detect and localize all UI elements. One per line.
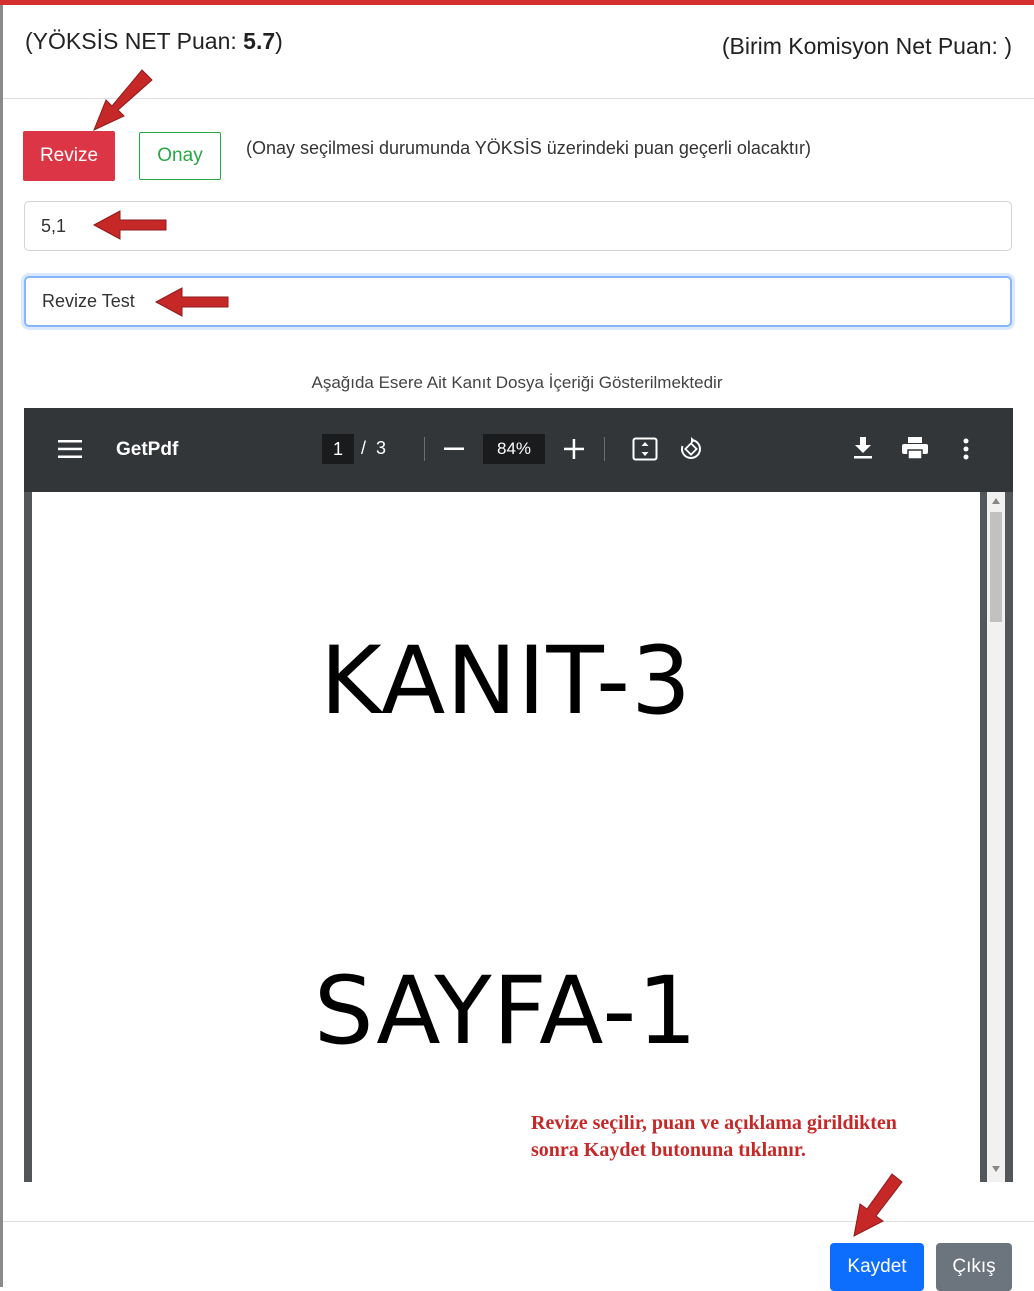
zoom-level[interactable]: 84%	[483, 434, 545, 464]
scrollbar-thumb[interactable]	[990, 512, 1002, 622]
rotate-icon[interactable]	[678, 436, 704, 462]
page-subheading: SAYFA-1	[313, 957, 699, 1066]
menu-icon[interactable]	[58, 439, 82, 459]
fit-page-icon[interactable]	[632, 437, 658, 461]
toolbar-divider	[604, 437, 605, 461]
arrow-to-revize-icon	[88, 70, 158, 134]
pdf-toolbar	[24, 408, 1013, 492]
pdf-page	[32, 492, 980, 1182]
zoom-in-icon[interactable]	[564, 439, 584, 459]
modal-top-border	[0, 0, 1034, 5]
more-options-icon[interactable]	[963, 438, 969, 460]
page-heading: KANIT-3	[320, 627, 692, 736]
pdf-title: GetPdf	[116, 439, 179, 460]
cikis-button[interactable]: Çıkış	[936, 1243, 1012, 1291]
zoom-out-icon[interactable]	[444, 447, 464, 451]
pdf-viewer[interactable]	[24, 408, 1013, 1182]
onay-button[interactable]: Onay	[139, 132, 221, 180]
onay-note: (Onay seçilmesi durumunda YÖKSİS üzerindeki puan geçerli olacaktır)	[246, 138, 811, 158]
modal-left-edge	[0, 5, 3, 1287]
yoksis-prefix: (YÖKSİS NET Puan:	[25, 28, 244, 54]
score-input-value: 5,1	[41, 215, 67, 236]
pdf-scrollbar[interactable]	[987, 492, 1005, 1182]
yoksis-score: 5.7	[243, 28, 276, 54]
page-number-input[interactable]: 1	[322, 434, 354, 464]
birim-score-heading: (Birim Komisyon Net Puan: )	[721, 33, 1012, 59]
download-icon[interactable]	[853, 437, 873, 459]
instruction-annotation	[531, 1110, 897, 1164]
scroll-up-icon[interactable]	[992, 498, 1000, 504]
yoksis-score-heading	[25, 28, 283, 55]
toolbar-divider	[424, 437, 425, 461]
yoksis-suffix: )	[275, 28, 283, 54]
print-icon[interactable]	[902, 437, 928, 460]
score-input[interactable]	[24, 201, 1012, 251]
scroll-down-icon[interactable]	[992, 1166, 1000, 1172]
revize-button[interactable]: Revize	[23, 131, 115, 181]
content-note: Aşağıda Esere Ait Kanıt Dosya İçeriği Gösterilmektedir	[311, 373, 723, 392]
page-count	[361, 438, 386, 459]
arrow-to-description-icon	[156, 287, 228, 317]
arrow-to-score-icon	[94, 210, 166, 240]
kaydet-button[interactable]: Kaydet	[830, 1243, 924, 1291]
page-separator: /	[361, 438, 367, 458]
description-input-value: Revize Test	[42, 291, 135, 311]
arrow-to-kaydet-icon	[848, 1174, 904, 1238]
total-pages: 3	[376, 438, 387, 458]
annotation-line-2: sonra Kaydet butonuna tıklanır.	[531, 1139, 806, 1161]
annotation-line-1: Revize seçilir, puan ve açıklama girildikten	[531, 1112, 897, 1134]
